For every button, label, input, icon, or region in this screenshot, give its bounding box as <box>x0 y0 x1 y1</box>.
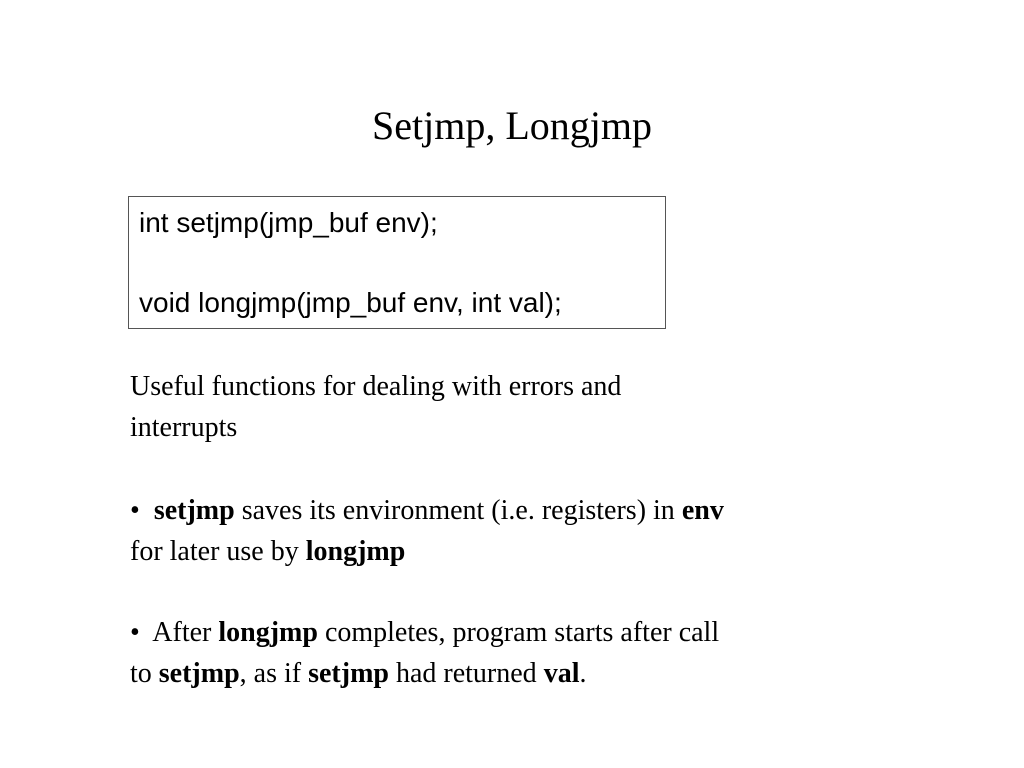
code-line-setjmp: int setjmp(jmp_buf env); <box>139 207 438 238</box>
keyword-setjmp: setjmp <box>308 658 389 689</box>
code-gap <box>139 243 665 283</box>
bullet-marker: • <box>130 495 140 526</box>
code-line-longjmp: void longjmp(jmp_buf env, int val); <box>139 287 562 318</box>
bullet-marker: • <box>130 617 140 648</box>
bullet-longjmp-line-1 <box>130 612 870 653</box>
text: for later use by <box>130 536 306 567</box>
text: to <box>130 658 159 689</box>
keyword-val: val <box>543 658 580 689</box>
keyword-setjmp: setjmp <box>153 495 235 526</box>
text: . <box>579 658 587 689</box>
intro-line-1: Useful functions for dealing with errors and <box>130 371 622 402</box>
text: , as if <box>239 658 309 689</box>
intro-paragraph <box>130 366 870 448</box>
text: completes, program starts after call <box>317 617 720 648</box>
keyword-setjmp: setjmp <box>158 658 240 689</box>
keyword-env: env <box>681 495 724 526</box>
keyword-longjmp: longjmp <box>218 617 318 648</box>
bullet-setjmp-line-2 <box>130 531 870 572</box>
bullet-longjmp-line-2 <box>130 653 870 694</box>
text: had returned <box>388 658 544 689</box>
bullet-longjmp <box>130 612 870 694</box>
slide-title: Setjmp, Longjmp <box>372 103 652 148</box>
intro-line-2: interrupts <box>130 412 238 443</box>
text: After <box>152 617 219 648</box>
keyword-longjmp: longjmp <box>305 536 406 567</box>
bullet-setjmp-line-1 <box>130 490 870 531</box>
text: saves its environment (i.e. registers) in <box>234 495 682 526</box>
bullet-setjmp <box>130 490 870 572</box>
code-box <box>128 196 666 329</box>
